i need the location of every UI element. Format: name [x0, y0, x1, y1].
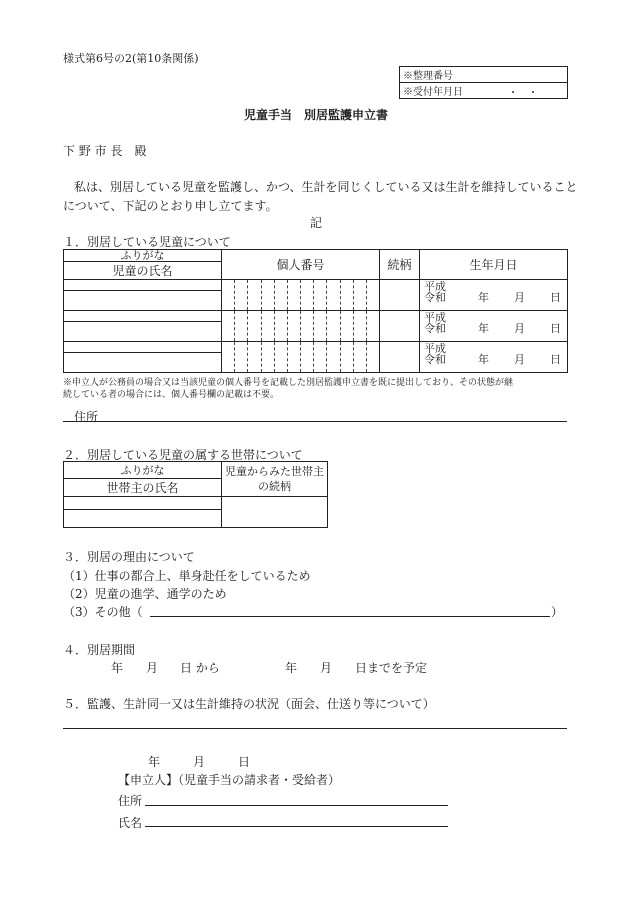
applicant-address-label: 住所: [118, 794, 143, 808]
household-furigana-header: ふりがな: [64, 462, 222, 479]
household-furigana-cell[interactable]: [64, 497, 222, 510]
note-line-1: ※申立人が公務員の場合又は当該児童の個人番号を記載した別居監護申立書を既に提出しており、その状態が継: [63, 378, 514, 388]
office-use-box: [399, 66, 568, 99]
reason-other-line[interactable]: [150, 616, 550, 617]
section2-heading: ２．別居している児童の属する世帯について: [63, 448, 303, 462]
period-month-to: 月: [320, 661, 333, 675]
household-table: [63, 461, 328, 528]
period-year-to: 年: [285, 661, 298, 675]
child-birthdate-era: 平成 令和: [424, 280, 446, 304]
child-furigana-cell[interactable]: [64, 311, 222, 322]
applicant-label: 【申立人】（児童手当の請求者・受給者）: [118, 773, 341, 787]
applicant-address-line[interactable]: [145, 805, 448, 806]
children-name-header: 児童の氏名: [64, 262, 222, 280]
child-relation-cell[interactable]: [380, 342, 420, 373]
child-furigana-cell[interactable]: [64, 280, 222, 291]
household-name-header: 世帯主の氏名: [64, 479, 222, 497]
signature-day: 日: [238, 755, 251, 769]
section3-heading: ３．別居の理由について: [63, 550, 195, 564]
section1-address-label: 住所: [74, 410, 99, 424]
intro-line-1: 私は、別居している児童を監護し、かつ、生計を同じくしている又は生計を維持していること: [74, 180, 578, 194]
section5-heading: ５．監護、生計同一又は生計維持の状況（面会、仕送り等について）: [63, 697, 435, 711]
section1-address-line[interactable]: [63, 421, 567, 422]
children-mynumber-header: 個人番号: [222, 250, 380, 280]
signature-year: 年: [148, 755, 161, 769]
children-relation-header: 続柄: [380, 250, 420, 280]
child-name-cell[interactable]: [64, 353, 222, 373]
office-date-label: ※受付年月日: [403, 87, 463, 98]
applicant-name-label: 氏名: [118, 816, 143, 830]
addressee: 下 野 市 長 殿: [63, 144, 147, 158]
household-name-cell[interactable]: [64, 510, 222, 528]
child-mynumber-cell[interactable]: [222, 342, 380, 373]
child-mynumber-cell[interactable]: [222, 280, 380, 311]
office-number-cell: ※整理番号: [400, 67, 568, 83]
child-name-cell[interactable]: [64, 322, 222, 342]
child-birthdate-cell[interactable]: 平成 令和 年 月 日: [420, 342, 568, 373]
signature-month: 月: [193, 755, 206, 769]
child-furigana-cell[interactable]: [64, 342, 222, 353]
child-name-cell[interactable]: [64, 291, 222, 311]
child-birthdate-cell[interactable]: 平成 令和 年 月 日: [420, 280, 568, 311]
period-month-from: 月: [146, 661, 159, 675]
children-birthdate-header: 生年月日: [420, 250, 568, 280]
reason-option-1[interactable]: （1）仕事の都合上、単身赴任をしているため: [63, 569, 311, 583]
period-year-from: 年: [111, 661, 124, 675]
child-relation-cell[interactable]: [380, 280, 420, 311]
note-line-2: 続している者の場合には、個人番号欄の記載は不要。: [63, 390, 280, 400]
section5-line[interactable]: [63, 728, 567, 729]
reason-other-close: ）: [551, 605, 564, 619]
intro-line-2: について、下記のとおり申し立てます。: [63, 199, 278, 213]
period-day-to: 日までを予定: [355, 661, 428, 675]
child-relation-cell[interactable]: [380, 311, 420, 342]
applicant-name-line[interactable]: [145, 826, 448, 827]
household-relation-header: 児童からみた世帯主 の続柄: [222, 462, 328, 497]
page-title: 児童手当 別居監護申立書: [244, 108, 389, 122]
ki-mark: 記: [310, 216, 323, 230]
section1-heading: １．別居している児童について: [63, 235, 231, 249]
form-code: 様式第6号の2(第10条関係): [63, 52, 199, 65]
period-day-from: 日 から: [180, 661, 220, 675]
child-birthdate-era: 平成 令和: [424, 311, 446, 335]
children-furigana-header: ふりがな: [64, 250, 222, 262]
reason-option-3[interactable]: （3）その他（: [63, 605, 143, 619]
child-birthdate-era: 平成 令和: [424, 342, 446, 366]
office-date-cell: [400, 83, 568, 99]
section4-heading: ４．別居期間: [63, 643, 136, 657]
children-table: [63, 249, 568, 373]
child-birthdate-cell[interactable]: 平成 令和 年 月 日: [420, 311, 568, 342]
household-relation-cell[interactable]: [222, 497, 328, 528]
office-date-dots: ・ ・: [508, 88, 538, 99]
child-mynumber-cell[interactable]: [222, 311, 380, 342]
reason-option-2[interactable]: （2）児童の進学、通学のため: [63, 587, 227, 601]
